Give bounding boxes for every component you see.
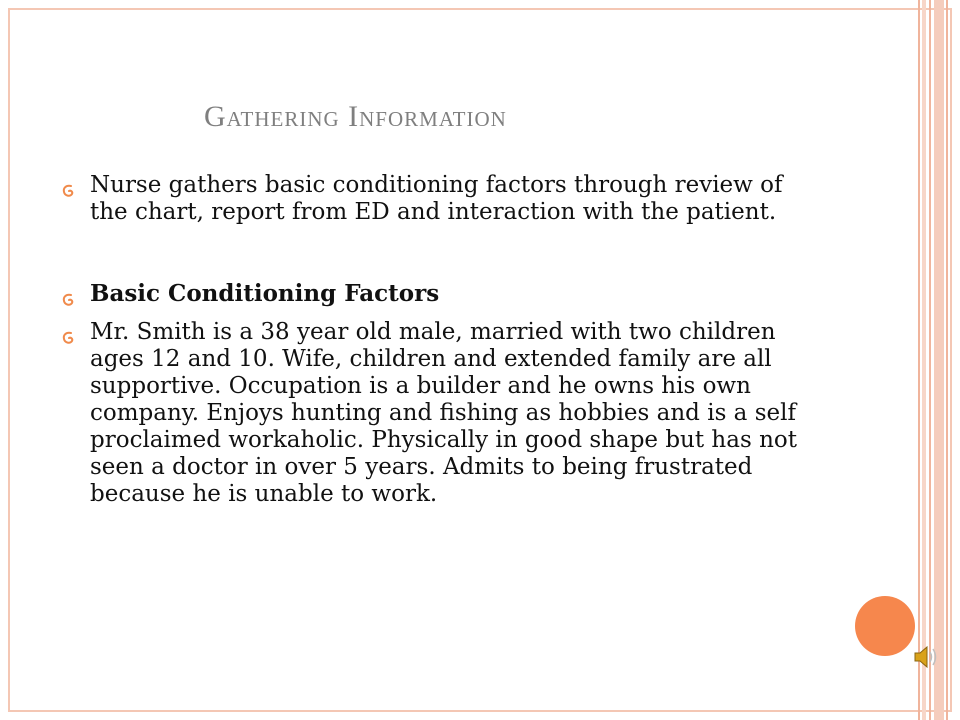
decor-circle xyxy=(855,596,915,656)
decor-stripe xyxy=(946,0,948,720)
speaker-icon[interactable] xyxy=(911,642,941,672)
swirl-bullet-icon xyxy=(62,286,74,300)
swirl-bullet-icon xyxy=(62,178,74,192)
decor-stripe xyxy=(934,0,944,720)
bullet-heading: Basic Conditioning Factors xyxy=(90,280,440,307)
swirl-bullet-icon xyxy=(62,325,74,339)
decor-stripe xyxy=(922,0,926,720)
bullet-item xyxy=(62,280,822,307)
bullet-item xyxy=(62,172,822,226)
bullet-text: Mr. Smith is a 38 year old male, married with two children ages 12 and 10. Wife, children and extended family are all supportive. Occupation is a builder and he owns his own company. Enjoys hunting and fishing as hobbies and is a self proclaimed workaholic. Physically in good shape but has not seen a doctor in over 5 years. Admits to being frustrated because he is unable to work. xyxy=(90,319,797,507)
bullet-item xyxy=(62,319,822,508)
bullet-list xyxy=(62,172,822,508)
decor-stripe xyxy=(929,0,931,720)
slide-title: Gathering Information xyxy=(204,100,507,133)
bullet-text: Nurse gathers basic conditioning factors through review of the chart, report from ED and interaction with the patient. xyxy=(90,172,783,225)
decor-stripe xyxy=(918,0,920,720)
